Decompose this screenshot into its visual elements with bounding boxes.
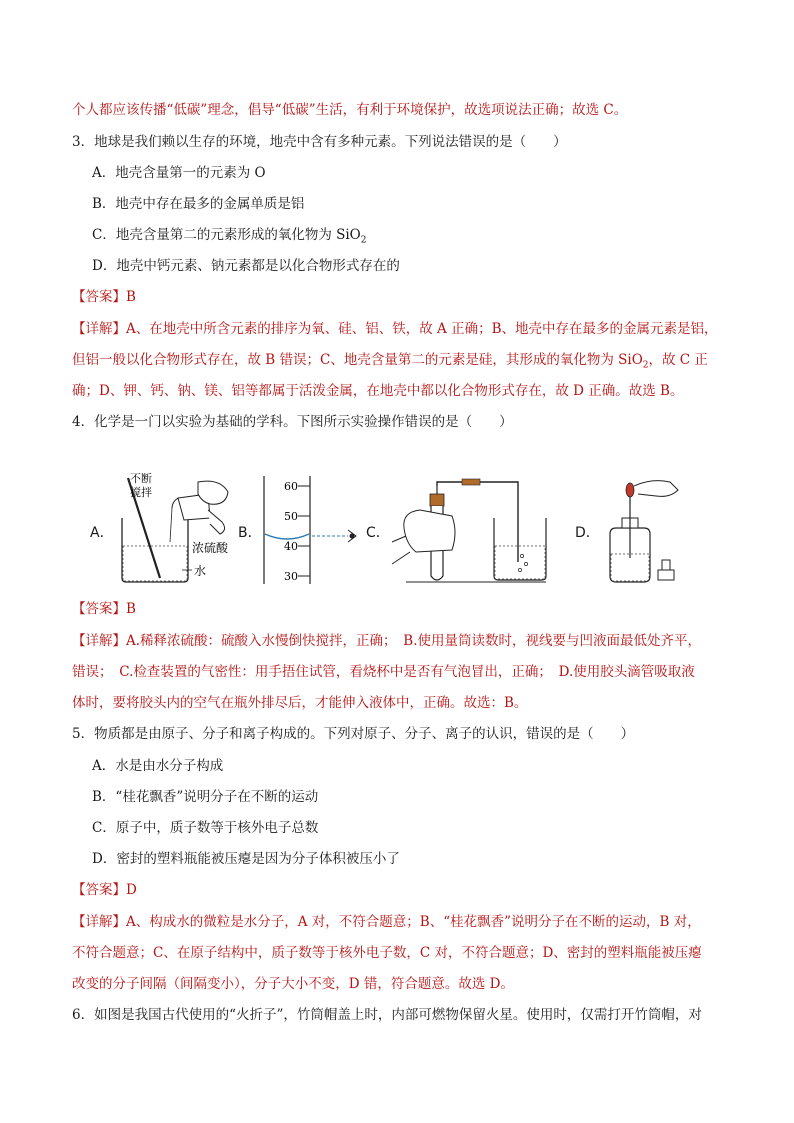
q3-option-b: B．地壳中存在最多的金属单质是铝 (92, 196, 305, 212)
panel-b-diagram (254, 472, 366, 590)
q6-stem: 6．如图是我国古代使用的“火折子”，竹筒帽盖上时，内部可燃物保留火星。使用时，仅需打开竹筒帽，对 (72, 1007, 702, 1023)
eye-icon (350, 534, 355, 539)
panel-a-diagram (110, 472, 250, 590)
q5-detail-2: 不符合题意；C、在原子结构中，质子数等于核外电子数，C 对，不符合题意；D、密封的塑料瓶能被压瘪 (72, 945, 702, 961)
q3-detail-3: 确；D、钾、钙、钠、镁、铝等都属于活泼金属，在地壳中都以化合物形式存在，故 D 正确。故选 B。 (72, 383, 684, 399)
q4-detail-1 (72, 632, 701, 650)
q4-answer (72, 600, 136, 618)
q3-option-d: D．地壳中钙元素、钠元素都是以化合物形式存在的 (92, 258, 400, 274)
q5-answer-value: D (126, 882, 137, 898)
q5-detail-1 (72, 913, 701, 931)
detail-tag: 【详解】 (72, 914, 126, 930)
q3-detail-1-text: A、在地壳中所含元素的排序为氧、硅、铝、铁，故 A 正确；B、地壳中存在最多的金属元素是铝， (126, 321, 718, 337)
q4-figure (86, 472, 686, 590)
tick-60: 60 (284, 480, 298, 493)
q4-stem: 4．化学是一门以实验为基础的学科。下图所示实验操作错误的是（ ） (72, 414, 513, 430)
q4-answer-value: B (126, 601, 136, 617)
q5-answer (72, 881, 137, 899)
fig-label-a: A． (90, 525, 114, 541)
answer-tag: 【答案】 (72, 289, 126, 305)
tick-30: 30 (284, 570, 298, 583)
panel-d-diagram (594, 472, 686, 590)
tick-40: 40 (284, 540, 298, 553)
answer-tag: 【答案】 (72, 882, 126, 898)
q5-stem: 5．物质都是由原子、分子和离子构成的。下列对原子、分子、离子的认识，错误的是（ ） (72, 726, 635, 742)
q3-answer-value: B (126, 289, 136, 305)
detail-tag: 【详解】 (72, 633, 126, 649)
label-stir-1: 不断 (130, 472, 152, 485)
q3-answer (72, 288, 136, 306)
q5-option-d: D．密封的塑料瓶能被压瘪是因为分子体积被压小了 (92, 851, 400, 867)
intro-tail: 个人都应该传播“低碳”理念，倡导“低碳”生活，有利于环境保护，故选项说法正确；故选 C。 (72, 102, 628, 118)
fig-label-c: C． (366, 525, 390, 541)
q5-detail-1-text: A、构成水的微粒是水分子，A 对，不符合题意；B、“桂花飘香”说明分子在不断的运动，B 对， (126, 914, 701, 930)
fig-label-b: B． (238, 525, 262, 541)
q5-option-c: C．原子中，质子数等于核外电子总数 (92, 820, 319, 836)
detail-tag: 【详解】 (72, 321, 126, 337)
q4-detail-1-text: A.稀释浓硫酸：硫酸入水慢倒快搅拌，正确； B.使用量筒读数时，视线要与凹液面最低处齐平， (126, 633, 702, 649)
q3-detail-2b: ，故 C 正 (648, 352, 708, 368)
q5-option-b: B．“桂花飘香”说明分子在不断的运动 (92, 789, 319, 805)
answer-tag: 【答案】 (72, 601, 126, 617)
fig-label-d: D． (575, 525, 600, 541)
label-stir-2: 搅拌 (130, 486, 152, 499)
q3-detail-2-sub: 2 (642, 360, 649, 371)
q5-option-a: A．水是由水分子构成 (92, 758, 224, 774)
tick-50: 50 (284, 510, 298, 523)
panel-c-diagram (386, 472, 566, 590)
q3-option-c-text: C．地壳含量第二的元素形成的氧化物为 SiO (92, 227, 361, 243)
q5-detail-3: 改变的分子间隔（间隔变小），分子大小不变，D 错，符合题意。故选 D。 (72, 976, 514, 992)
q3-stem: 3．地球是我们赖以生存的环境，地壳中含有多种元素。下列说法错误的是（ ） (72, 134, 567, 150)
q3-detail-2a: 但铝一般以化合物形式存在，故 B 错误；C、地壳含量第二的元素是硅，其形成的氧化物为 SiO (72, 352, 643, 368)
q3-detail-1 (72, 320, 718, 338)
q3-option-c-sub: 2 (360, 235, 367, 246)
label-conc-acid: 浓硫酸 (192, 541, 229, 555)
label-water: 水 (194, 564, 207, 578)
q3-detail-2 (72, 351, 708, 375)
q4-detail-2: 错误； C.检查装置的气密性：用手捂住试管，看烧杯中是否有气泡冒出，正确； D.使用胶头滴管吸取液 (72, 664, 695, 680)
q4-detail-3: 体时，要将胶头内的空气在瓶外排尽后，才能伸入液体中，正确。故选：B。 (72, 695, 528, 711)
q3-option-a: A．地壳含量第一的元素为 O (92, 165, 266, 181)
q3-option-c (92, 226, 367, 250)
